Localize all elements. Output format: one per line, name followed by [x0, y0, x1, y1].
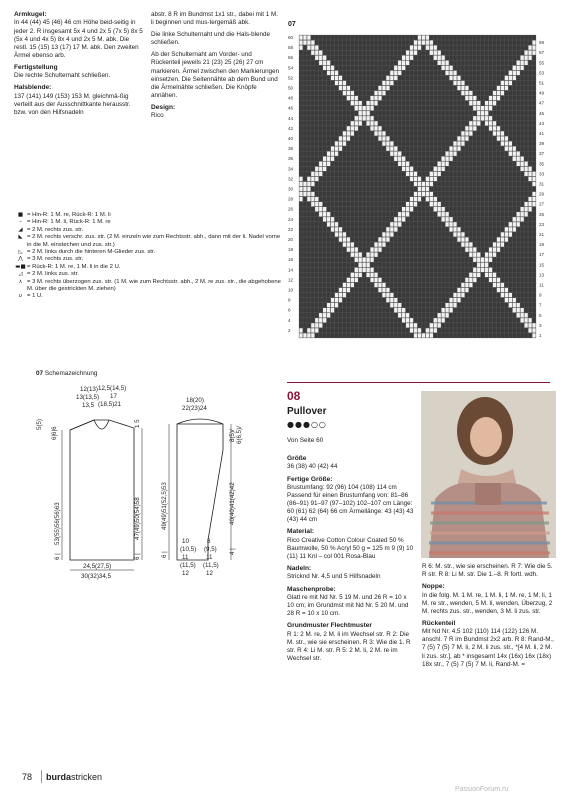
row-number-right: 43	[539, 120, 545, 126]
block-text: Ab der Schulternaht am Vorder- und Rückenteil jeweils 21 (23) 25 (26) 27 cm markieren. Ärmel zwischen den Markierungen einsetzen. Die Seitennähte ab dem Bund und die Ärmelnähte schließen. Die Knöpfe annähen.	[151, 51, 280, 99]
schema-label: 07 Schemazeichnung	[36, 370, 98, 377]
row-number-left: 6	[288, 307, 291, 313]
row-number-right: 5	[539, 312, 542, 318]
legend-symbol-icon: ◢	[18, 226, 23, 233]
row-number-right: 35	[539, 161, 545, 167]
legend-symbol-icon: ■	[17, 212, 24, 218]
row-number-left: 60	[288, 35, 294, 41]
row-number-left: 46	[288, 105, 294, 111]
row-number-right: 51	[539, 80, 545, 86]
schema-width-2: 30(32)34,5	[81, 573, 111, 580]
row-number-left: 30	[288, 186, 294, 192]
text-column-4	[422, 563, 556, 673]
legend-symbol-icon: υ	[18, 293, 23, 300]
schematic-drawing	[36, 380, 276, 585]
row-number-right: 11	[539, 282, 544, 288]
row-number-left: 42	[288, 125, 294, 131]
row-number-right: 47	[539, 100, 545, 106]
text-block	[14, 84, 144, 117]
text-block	[151, 11, 281, 27]
schema-bottom-l: 6 |	[54, 553, 61, 560]
legend-row	[14, 212, 284, 219]
row-number-left: 38	[288, 146, 294, 152]
row-number-right: 23	[539, 221, 545, 227]
legend-symbol-icon: ◿	[18, 271, 23, 278]
row-number-left: 14	[288, 267, 294, 273]
block-text: Stricknd Nr. 4,5 und 5 Hilfsnadeln	[287, 573, 381, 581]
row-number-right: 59	[539, 40, 545, 46]
row-number-left: 16	[288, 257, 294, 263]
legend-symbol-icon: ⋏	[18, 278, 23, 285]
row-number-left: 50	[288, 85, 294, 91]
block-heading: Armkugel:	[14, 11, 47, 18]
row-number-left: 56	[288, 55, 294, 61]
schema-length-left: 53(55)56(56)63	[54, 502, 61, 545]
block-heading: Fertige Größe:	[287, 475, 333, 483]
block-heading: Material:	[287, 528, 315, 536]
schema-sleeve-w4: (11,5)	[180, 562, 196, 569]
block-text: Glatt re mit Nd Nr. 5 19 M. und 26 R = 10 x 10 cm; im Grundmst mit Nd Nr. 5 20 M. und 28 R = 10 x 10 cm.	[287, 593, 409, 618]
schema-sleeve-cuff: 4 |	[229, 548, 236, 555]
watermark: PassionForum.ru	[455, 786, 509, 793]
legend-symbol-icon: ▬■	[15, 263, 26, 270]
schema-sleeve-w5: 12	[182, 570, 189, 577]
schema-back-top-5: 17	[110, 393, 117, 400]
block-text: Die rechte Schulternaht schließen.	[14, 72, 111, 80]
text-block	[422, 563, 556, 579]
row-number-right: 3	[539, 322, 542, 328]
block-heading: Maschenprobe:	[287, 585, 336, 593]
legend-text: = 2 M. rechts zus. str.	[27, 226, 84, 233]
legend-text: = 3 M. rechts überzogen zus. str. (1 M. wie zum Rechtsstr. abh., 2 M. re zus. str., die abgehobene M. über die gestrickten M. ziehen)	[27, 278, 281, 293]
block-text: In 44 (44) 45 (46) 46 cm Höhe beid-seitig in jeder 2. R insgesamt 5x 4 und 2x 5 (7x 5) 8x 5 (5x 4 und 4x 5) 8x 4 und 2x 5 M. abk. Die restl. 15 (15) 13 (17) 17 M. abk. Den zweiten Ärmel ebenso arb.	[14, 19, 143, 59]
schema-sleeve-w2: (10,5)	[180, 546, 197, 553]
row-number-right: 27	[539, 201, 545, 207]
block-text: In die folg. M. 1 M. re, 1 M. li, 1 M. re, 1 M. li, 1 M. re str., wenden, 5 M. li, wenden, Überzug, 2 M. rechts zus. str., wenden, 3 M. li zus. str.	[422, 591, 553, 615]
text-block	[151, 51, 281, 100]
legend-row	[14, 219, 284, 226]
text-block	[422, 620, 556, 669]
row-number-left: 58	[288, 45, 294, 51]
legend-text: = Hin-R: 1 M. re, Rück-R: 1 M. li	[27, 212, 111, 218]
block-heading: Design:	[151, 103, 176, 111]
legend-symbol-icon: ◺	[18, 249, 23, 256]
row-number-right: 39	[539, 141, 545, 147]
schema-bottom-r: 6 |	[134, 553, 141, 560]
legend-symbol-icon: ◣	[18, 234, 23, 241]
row-number-right: 33	[539, 171, 545, 177]
text-block	[287, 622, 415, 663]
legend-row	[14, 234, 284, 249]
row-number-right: 45	[539, 110, 545, 116]
pattern-from-page: Von Seite 60	[287, 437, 324, 444]
text-block	[287, 565, 415, 582]
text-block	[287, 528, 415, 561]
row-number-right: 17	[539, 252, 545, 258]
text-block	[287, 586, 415, 619]
difficulty-dots: ●●●○○	[287, 420, 327, 429]
magazine-brand: burdastricken	[46, 772, 103, 782]
row-number-left: 20	[288, 237, 294, 243]
schema-left-h2: 6|6|6	[51, 426, 58, 440]
row-number-left: 52	[288, 75, 294, 81]
footer-divider	[41, 770, 42, 783]
schema-sleeve-h2: 6(6,5)/	[236, 426, 243, 444]
row-number-right: 37	[539, 151, 545, 157]
row-number-right: 31	[539, 181, 545, 187]
block-heading: Noppe:	[422, 583, 445, 591]
schema-back-top-2: 13(13,5)	[76, 394, 100, 401]
schema-sleeve-w7: (9,5)	[204, 546, 217, 553]
text-block	[14, 11, 144, 60]
schema-width-1: 24,5(27,5)	[83, 563, 112, 570]
row-number-right: 25	[539, 211, 545, 217]
row-number-left: 28	[288, 196, 294, 202]
legend-row	[14, 279, 284, 294]
schema-sleeve-cuff-2: 6 |	[161, 551, 168, 558]
legend-row	[14, 227, 284, 234]
row-number-left: 40	[288, 136, 294, 142]
schema-right-h1: 1 5	[134, 419, 141, 428]
row-number-left: 10	[288, 287, 294, 293]
block-heading: Rückenteil	[422, 619, 456, 627]
row-number-left: 24	[288, 216, 294, 222]
text-column-3	[287, 455, 415, 667]
chart-number: 07	[288, 21, 296, 28]
legend-row	[14, 293, 284, 300]
row-number-left: 2	[288, 327, 291, 333]
block-text: abstr. 8 R im Bundmst 1x1 str., dabei mit 1 M. li beginnen und mus-tergemäß abk.	[151, 11, 279, 27]
row-number-right: 57	[539, 50, 545, 56]
block-heading: Grundmuster Flechtmuster	[287, 622, 373, 630]
legend-text: = Rück-R: 1 M. re, 1 M. li in die 2 U.	[27, 263, 121, 270]
legend-text: = 2 M. links zus. str.	[27, 271, 79, 278]
pattern-title: Pullover	[287, 406, 327, 417]
block-heading: Fertigstellung	[14, 63, 58, 71]
block-text: Rico Creative Cotton Colour Coated 50 % Baumwolle, 50 % Acryl 50 g = 125 m 9 (9) 10 (11) 11 Knl – col 001 Rosa-Blau	[287, 536, 414, 560]
row-number-right: 49	[539, 90, 545, 96]
row-number-left: 26	[288, 206, 294, 212]
text-column-1	[14, 11, 144, 121]
block-heading: Größe	[287, 455, 307, 462]
row-number-left: 48	[288, 95, 294, 101]
block-text: Die linke Schulternaht und die Hals-blende schließen.	[151, 31, 271, 47]
legend-row	[14, 256, 284, 263]
schema-sleeve-w9: (11,5)	[203, 562, 219, 569]
row-number-right: 29	[539, 191, 545, 197]
block-text: 137 (141) 149 (153) 153 M. gleichmä-ßig verteilt aus der Ausschnittkante herausstr. bzw. von den Hilfsnadeln	[14, 92, 131, 116]
block-text: 36 (38) 40 (42) 44	[287, 463, 338, 471]
legend-text: = Hin-R: 1 M. li, Rück-R: 1 M. re	[27, 219, 111, 226]
block-text: R 1: 2 M. re, 2 M. li im Wechsel str. R 2: Die M. str., wie sie erscheinen. R 3: Wie die 1. R str. R 4: Li M. str. R 5: 2 M. li, 2 M. re im Wechsel str.	[287, 630, 411, 662]
block-heading: Nadeln:	[287, 565, 312, 573]
row-number-right: 1	[539, 332, 542, 338]
schema-back-top-3: 13,5	[82, 402, 95, 409]
row-number-left: 32	[288, 176, 294, 182]
schema-sleeve-w6: 8	[207, 538, 211, 545]
section-divider	[287, 382, 550, 383]
page-number: 78	[22, 772, 33, 782]
schema-sleeve-w8: 11	[206, 554, 213, 561]
row-number-left: 44	[288, 115, 294, 121]
row-number-left: 4	[288, 317, 291, 323]
row-number-right: 13	[539, 272, 545, 278]
schema-sleeve-left: 49(49)51(52,5)53	[161, 482, 168, 530]
text-column-2	[151, 11, 281, 124]
schema-sleeve-w1: 10	[182, 538, 189, 545]
row-number-right: 15	[539, 262, 545, 268]
knitting-chart	[287, 32, 557, 352]
block-heading: Halsblende:	[14, 84, 52, 92]
row-number-right: 53	[539, 70, 545, 76]
legend-symbol-icon: –	[19, 219, 22, 226]
row-number-right: 9	[539, 292, 542, 298]
row-number-left: 12	[288, 277, 294, 283]
schema-back-top-4: 12,5(14,5)	[98, 385, 127, 392]
block-text: R 6: M. str., wie sie erscheinen. R 7: Wie die 5. R str. R 8: Li M. str. Die 1.–8. R fortl. wdh.	[422, 563, 553, 579]
text-block	[151, 104, 281, 121]
row-number-left: 18	[288, 247, 294, 253]
text-block	[422, 583, 556, 616]
row-number-left: 22	[288, 226, 294, 232]
schema-sleeve-h1: 8(5)/	[229, 429, 236, 442]
legend-text: = 1 U.	[27, 293, 43, 300]
row-number-right: 7	[539, 302, 542, 308]
pullover-photo	[421, 391, 556, 558]
schema-sleeve-w3: 11	[182, 554, 189, 561]
block-text: Brustumfang: 92 (96) 104 (108) 114 cm Passend für einen Brustumfang von: 81–86 (86–91) 91–97 (97–102) 102–107 cm Länge: 60 (61) 62 (64) 66 cm Ärmellänge: 43 (43) 43 (43) 44 cm	[287, 483, 414, 524]
pattern-number: 08	[287, 389, 301, 403]
schema-sleeve-right: 40(40)41(42)42	[229, 482, 236, 525]
schema-sleeve-top-2: 22(23)24	[182, 405, 207, 412]
row-number-right: 19	[539, 242, 545, 248]
row-number-right: 41	[539, 130, 545, 136]
block-text: Mit Nd Nr. 4,5 102 (110) 114 (122) 126 M. anschl. 7 R im Bundmst 2x2 arb. R 8: Rand-M., 7 (5) 7 (5) 7 M. li, 2 M. li zus. str., *[4 M. li, 2 M. li zus. str.], ab * insgesamt 14x (16x) 16x (18x) 18x str., 7 (5) 7 (5) 7 M. li, Rand-M. =	[422, 628, 554, 668]
schema-back-top-6: (18,5)21	[98, 401, 122, 408]
text-block	[287, 476, 415, 525]
text-block	[287, 455, 415, 472]
legend-row	[14, 264, 284, 271]
row-number-left: 34	[288, 166, 294, 172]
legend-symbol-icon: ⋀	[18, 256, 23, 263]
row-number-right: 21	[539, 231, 545, 237]
schema-left-h1: 5(5)	[36, 418, 43, 430]
legend-text: = 2 M. links durch die hinteren M-Glieder zus. str.	[27, 249, 156, 256]
row-number-left: 54	[288, 65, 294, 71]
schema-sleeve-top-1: 18(20)	[186, 397, 204, 404]
schema-sleeve-w10: 12	[206, 570, 213, 577]
legend-row	[14, 271, 284, 278]
schema-length-right: 47(49)50(54)58	[134, 497, 141, 540]
legend-text: = 2 M. rechts verschr. zus. str. (2 M. einzeln wie zum Rechtsstr. abh., dann mit der li. Nadel vorne in die M. einstechen und zus. str.)	[27, 234, 281, 248]
block-text: Rico	[151, 112, 164, 120]
text-block	[14, 64, 144, 81]
schema-back-top-1: 12(13)	[80, 386, 98, 393]
text-block	[151, 31, 281, 47]
symbol-legend	[14, 212, 284, 301]
legend-row	[14, 249, 284, 256]
legend-text: = 3 M. rechts zus. str.	[27, 256, 84, 263]
row-number-left: 36	[288, 156, 294, 162]
row-number-left: 8	[288, 297, 291, 303]
row-number-right: 55	[539, 60, 545, 66]
